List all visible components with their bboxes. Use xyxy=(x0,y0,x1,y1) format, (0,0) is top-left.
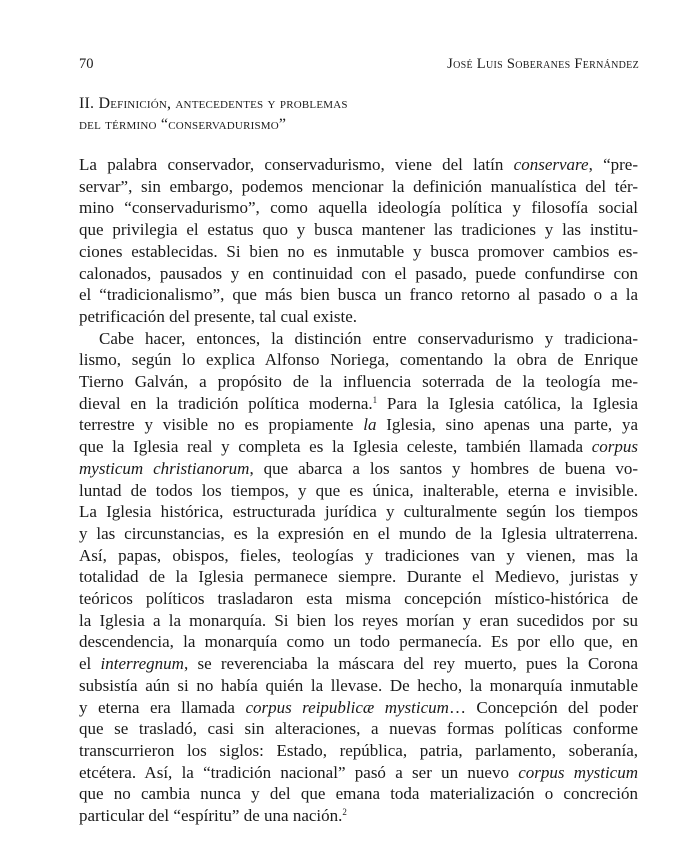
text-line: terrestre y visible no es propiamente la Iglesia, sino apenas una parte, ya xyxy=(79,415,638,435)
italic-term: corpus reipublicæ mysticum xyxy=(245,697,449,717)
italic-term: conservare xyxy=(513,155,589,174)
text-line: transcurrieron los siglos: Estado, república, patria, parlamento, soberanía, xyxy=(79,740,638,760)
text-line: lismo, según lo explica Alfonso Noriega, comentando la obra de Enrique xyxy=(79,350,638,370)
italic-term: mysticum christianorum xyxy=(79,458,250,478)
text-line: totalidad de la Iglesia permanece siempre. Durante el Medievo, juristas y xyxy=(79,567,638,587)
text-line: luntad de todos los tiempos, y que es única, inalterable, eterna e invisible. xyxy=(79,480,638,500)
section-heading-line-2: del término “conservadurismo” xyxy=(79,116,287,133)
text-line: y las circunstancias, es la expresión en el mundo de la Iglesia ultraterrena. xyxy=(79,523,638,543)
text-line: mysticum christianorum, que abarca a los santos y hombres de buena vo- xyxy=(79,458,638,478)
text-line: mino “conservadurismo”, como aquella ideología política y filosofía social xyxy=(79,198,638,218)
text-line: que la Iglesia real y completa es la Iglesia celeste, también llamada corpus xyxy=(79,437,638,457)
text-line: subsistía aún si no había quién la llevase. De hecho, la monarquía inmutable xyxy=(79,675,638,695)
text-line: que se trasladó, casi sin alteraciones, a nuevas formas políticas conforme xyxy=(79,719,638,739)
text-line: ciones establecidas. Si bien no es inmutable y busca promover cambios es- xyxy=(79,241,638,261)
italic-term: corpus mysticum xyxy=(518,762,638,782)
text-line: servar”, sin embargo, podemos mencionar la definición manualística del tér- xyxy=(79,176,638,196)
footnote-marker[interactable]: 2 xyxy=(342,807,347,818)
page-number: 70 xyxy=(79,56,94,72)
text-line: que privilegia el estatus quo y busca mantener las tradiciones y las institu- xyxy=(79,220,638,240)
italic-term: corpus xyxy=(591,437,638,457)
text-line: petrificación del presente, tal cual existe. xyxy=(79,306,358,326)
text-line: etcétera. Así, la “tradición nacional” pasó a ser un nuevo corpus mysticum xyxy=(79,762,638,782)
text-line: dieval en la tradición política moderna.$^1$ Para la Iglesia católica, la Iglesia xyxy=(79,393,638,413)
section-heading-line-1: II. Definición, antecedentes y problemas xyxy=(79,95,348,112)
text-line: la Iglesia a la monarquía. Si bien los reyes morían y eran sucedidos por su xyxy=(79,610,638,630)
running-head: José Luis Soberanes Fernández xyxy=(447,56,639,72)
text-line: que no cambia nunca y del que emana toda materialización o concreción xyxy=(79,784,638,804)
paragraph-1 xyxy=(79,154,638,328)
paragraph-2 xyxy=(79,328,638,827)
text-line: y eterna era llamada corpus reipublicæ mysticum… Concepción del poder xyxy=(79,697,638,717)
text-line: Tierno Galván, a propósito de la influencia soterrada de la teología me- xyxy=(79,372,638,392)
text-line: el interregnum, se reverenciaba la máscara del rey muerto, pues la Corona xyxy=(79,654,638,674)
text-line: calonados, pausados y en continuidad con el pasado, puede confundirse con xyxy=(79,263,638,283)
text-line: particular del “espíritu” de una nación.$^2$ xyxy=(79,806,347,826)
italic-term: la xyxy=(363,415,377,435)
text-line: descendencia, la monarquía como un todo permanecía. Es por ello que, en xyxy=(79,632,638,652)
text-line: La palabra conservador, conservadurismo, viene del latín conservare, “pre- xyxy=(79,155,638,174)
section-heading xyxy=(79,93,639,135)
text-line: Cabe hacer, entonces, la distinción entre conservadurismo y tradiciona- xyxy=(99,328,638,348)
text-line: Así, papas, obispos, fieles, teologías y tradiciones van y vienen, mas la xyxy=(79,545,638,565)
italic-term: interregnum xyxy=(100,654,184,674)
text-line: el “tradicionalismo”, que más bien busca un franco retorno al pasado o a la xyxy=(79,285,638,305)
body-text xyxy=(79,154,638,827)
text-line: teóricos políticos trasladaron esta misma concepción místico-histórica de xyxy=(79,589,638,609)
footnote-marker[interactable]: 1 xyxy=(372,394,378,405)
text-line: La Iglesia histórica, estructurada jurídica y culturalmente según los tiempos xyxy=(79,502,638,522)
